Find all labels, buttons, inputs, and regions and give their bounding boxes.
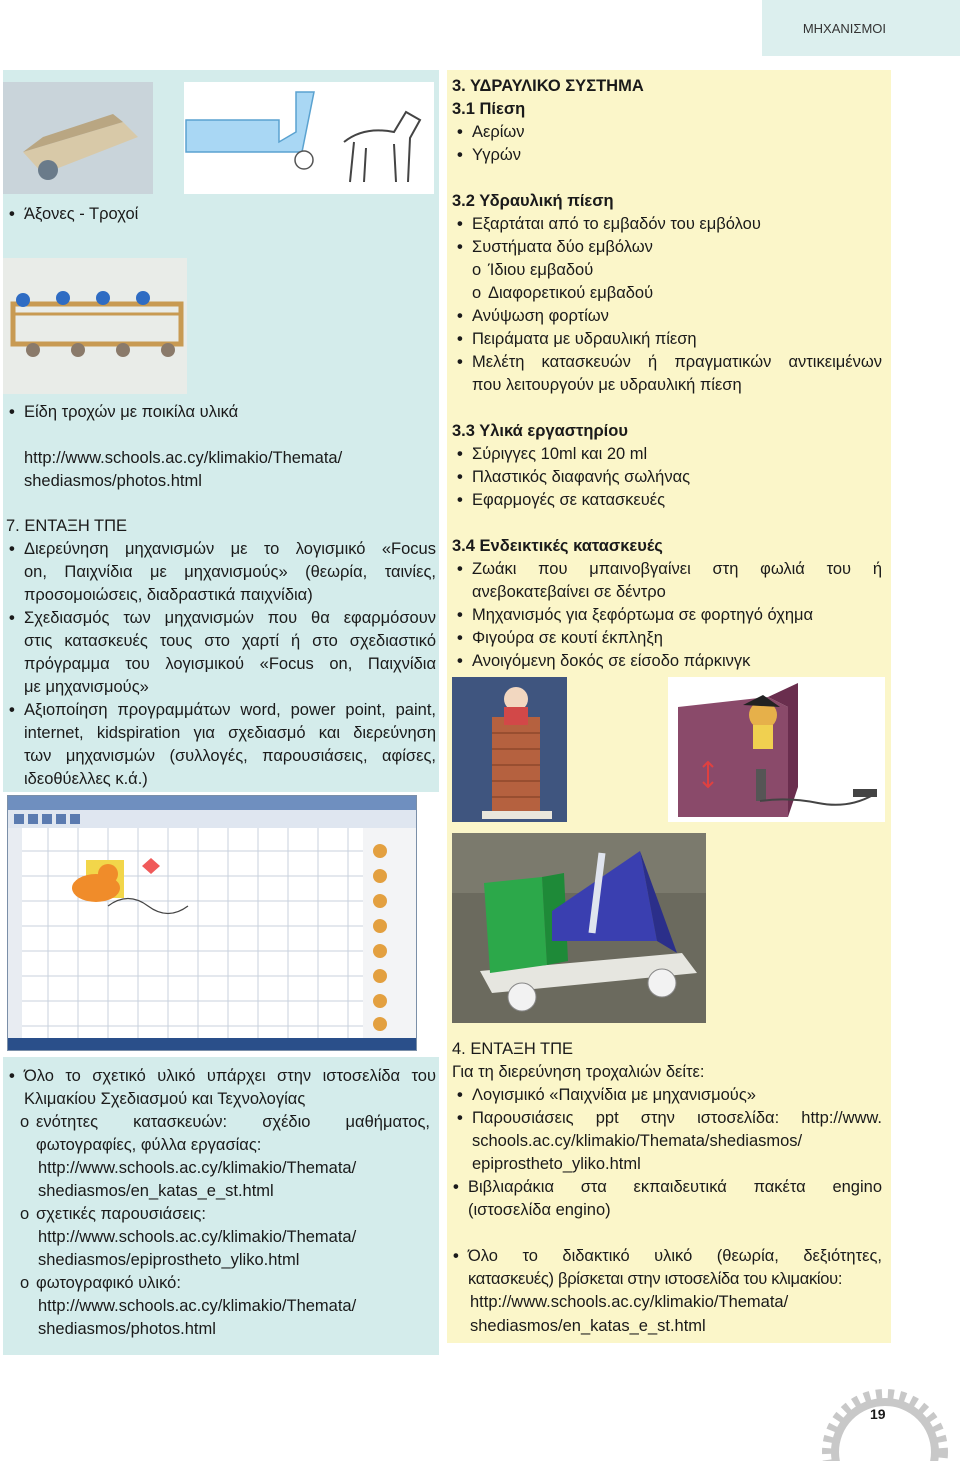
- resources-line3: o ενότητες κατασκευών: σχέδιο μαθήματος,: [36, 1111, 430, 1134]
- bullet-gases: • Αερίων: [472, 121, 525, 144]
- section-title: ΜΗΧΑΝΙΣΜΟΙ: [802, 20, 886, 36]
- bullet-piston-area: • Εξαρτάται από το εμβαδόν του εμβόλου: [472, 213, 761, 236]
- bullet-study-line1: • Μελέτη κατασκευών ή πραγματικών αντικειμένων: [472, 351, 882, 374]
- bullet-all-material-line2: κατασκευές) βρίσκεται στην ιστοσελίδα του κλιμακίου:: [468, 1270, 843, 1288]
- ict-bullet-2-line2: στις κατασκευές τους στο χαρτί ή στο σχεδιαστικό: [24, 632, 436, 650]
- resources-line6: shediasmos/en_katas_e_st.html: [38, 1182, 274, 1200]
- bullet-liquids: • Υγρών: [472, 144, 521, 167]
- horse-cart-drawing: [184, 82, 434, 194]
- section7-title: 7. ΕΝΤΑΞΗ ΤΠΕ: [6, 517, 128, 535]
- pressure-subtitle: 3.1 Πίεση: [452, 100, 526, 118]
- resources-line4: φωτογραφίες, φύλλα εργασίας:: [36, 1136, 262, 1154]
- resources-line5: http://www.schools.ac.cy/klimakio/Themata/: [38, 1159, 357, 1177]
- bullet-wheel-types: • Είδη τροχών με ποικίλα υλικά: [24, 401, 238, 424]
- ict-bullet-3-line2: internet, kidspiration για σχεδιασμό και διερεύνηση: [24, 724, 436, 742]
- section-header-tab: [762, 0, 960, 56]
- resources-line11: http://www.schools.ac.cy/klimakio/Themata/: [38, 1297, 357, 1315]
- bullet-lifting-loads: • Ανύψωση φορτίων: [472, 305, 609, 328]
- wheels-photo: [3, 258, 187, 394]
- resources-line12: shediasmos/photos.html: [38, 1320, 216, 1338]
- ict-bullet-1-line1: • Διερεύνηση μηχανισμών με το λογισμικό «Focus: [24, 538, 436, 561]
- resources-line2: Κλιμακίου Σχεδιασμού και Τεχνολογίας: [24, 1090, 306, 1108]
- ict-bullet-3-line4: ιδεοθύελλες κ.ά.): [24, 770, 148, 788]
- bullet-booklets-line2: (ιστοσελίδα engino): [468, 1201, 611, 1219]
- bullet-tube: • Πλαστικός διαφανής σωλήνας: [472, 466, 690, 489]
- ict-bullet-3-line3: των μηχανισμών (συλλογές, παρουσιάσεις, αφίσες,: [24, 747, 436, 765]
- bullet-syringes: • Σύριγγες 10ml και 20 ml: [472, 443, 647, 466]
- resources-line10: o φωτογραφικό υλικό:: [36, 1272, 181, 1295]
- bullet-unloading: • Μηχανισμός για ξεφόρτωμα σε φορτηγό όχημα: [472, 604, 813, 627]
- pulleys-intro: Για τη διερεύνηση τροχαλιών δείτε:: [452, 1063, 705, 1081]
- url-photos-line2: shediasmos/photos.html: [24, 472, 202, 490]
- lab-materials-subtitle: 3.3 Υλικά εργαστηρίου: [452, 422, 628, 440]
- ict-bullet-1-line3: προσομοιώσεις, διαδραστικά παιχνίδια): [24, 586, 313, 604]
- bullet-ppt-line2: schools.ac.cy/klimakio/Themata/shediasmos/: [472, 1132, 803, 1150]
- ict-bullet-2-line4: με μηχανισμούς»: [24, 678, 149, 696]
- bullet-experiments: • Πειράματα με υδραυλική πίεση: [472, 328, 697, 351]
- bullet-all-material-line3: http://www.schools.ac.cy/klimakio/Themata/: [470, 1293, 789, 1311]
- ict-bullet-3-line1: • Αξιοποίηση προγραμμάτων word, power point, paint,: [24, 699, 436, 722]
- constructions-subtitle: 3.4 Ενδεικτικές κατασκευές: [452, 537, 663, 555]
- bullet-surprise-box: • Φιγούρα σε κουτί έκπληξη: [472, 627, 663, 650]
- bullet-axles: • Άξονες - Τροχοί: [24, 203, 138, 226]
- bullet-animal-line1: • Ζωάκι που μπαινοβγαίνει στη φωλιά του ή: [472, 558, 882, 581]
- bullet-software: • Λογισμικό «Παιχνίδια με μηχανισμούς»: [472, 1084, 756, 1107]
- bullet-all-material-line1: • Όλο το διδακτικό υλικό (θεωρία, δεξιότητες,: [468, 1245, 882, 1268]
- wheelbarrow-photo: [3, 82, 153, 194]
- sub-different-area: o Διαφορετικού εμβαδού: [488, 282, 653, 305]
- bullet-ppt-line3: epiprostheto_yliko.html: [472, 1155, 641, 1173]
- ict-bullet-2-line3: πρόγραμμα του λογισμικού «Focus on, Παιχνίδια: [24, 655, 436, 673]
- bullet-study-line2: που λειτουργούν με υδραυλική πίεση: [472, 376, 742, 394]
- ict-bullet-2-line1: • Σχεδιασμός των μηχανισμών που θα εφαρμόσουν: [24, 607, 436, 630]
- resources-line8: http://www.schools.ac.cy/klimakio/Themata/: [38, 1228, 357, 1246]
- resources-line7: o σχετικές παρουσιάσεις:: [36, 1203, 206, 1226]
- resources-line1: • Όλο το σχετικό υλικό υπάρχει στην ιστοσελίδα του: [24, 1065, 436, 1088]
- bullet-booklets-line1: • Βιβλιαράκια στα εκπαιδευτικά πακέτα engino: [468, 1176, 882, 1199]
- bullet-animal-line2: ανεβοκατεβαίνει σε δέντρο: [472, 583, 666, 601]
- bullet-two-pistons: • Συστήματα δύο εμβόλων: [472, 236, 653, 259]
- hydraulic-title: 3. ΥΔΡΑΥΛΙΚΟ ΣΥΣΤΗΜΑ: [452, 77, 644, 95]
- bullet-parking-barrier: • Ανοιγόμενη δοκός σε είσοδο πάρκινγκ: [472, 650, 750, 673]
- surprise-box-photo: [668, 677, 885, 822]
- url-photos-line1: http://www.schools.ac.cy/klimakio/Themata/: [24, 449, 343, 467]
- bullet-applications: • Εφαρμογές σε κατασκευές: [472, 489, 665, 512]
- resources-line9: shediasmos/epiprostheto_yliko.html: [38, 1251, 300, 1269]
- bullet-all-material-line4: shediasmos/en_katas_e_st.html: [470, 1317, 706, 1335]
- sub-same-area: o Ίδιου εμβαδού: [488, 259, 593, 282]
- bullet-ppt-line1: • Παρουσιάσεις ppt στην ιστοσελίδα: http://www.: [472, 1107, 882, 1130]
- tower-figure-photo: [452, 677, 567, 822]
- truck-model-photo: [452, 833, 706, 1023]
- ict-bullet-1-line2: on, Παιχνίδια με μηχανισμούς» (θεωρία, ταινίες,: [24, 563, 436, 581]
- software-screenshot: [7, 795, 417, 1051]
- section4-title: 4. ΕΝΤΑΞΗ ΤΠΕ: [452, 1040, 574, 1058]
- hydraulic-pressure-subtitle: 3.2 Υδραυλική πίεση: [452, 192, 614, 210]
- page-number: 19: [870, 1406, 886, 1422]
